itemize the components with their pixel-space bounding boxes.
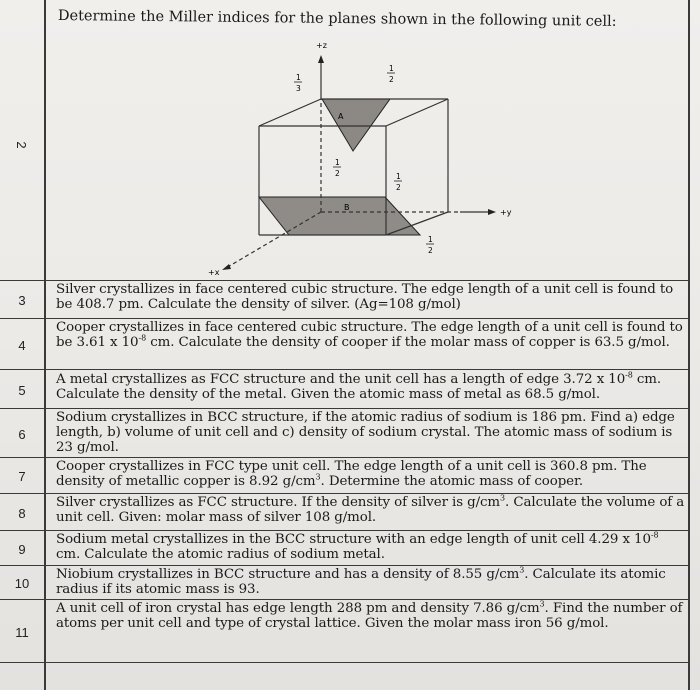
row-number: 10 — [14, 576, 30, 591]
question-5-text: A metal crystallizes as FCC structure and the unit cell has a length of edge 3.72 x $10^{-8}$ cm. Calculate the density of the metal. Given the atomic mass of metal as 68.5 g/mol. — [56, 370, 662, 402]
x-axis-arrowhead — [222, 264, 231, 270]
row-number: 3 — [18, 292, 26, 308]
plane-b — [259, 197, 420, 235]
svg-text:1: 1 — [428, 235, 433, 244]
z-axis-label: +z — [316, 41, 327, 50]
row-divider — [0, 369, 690, 370]
row-number: 6 — [18, 426, 26, 442]
plane-a — [322, 99, 390, 151]
y-axis-arrowhead — [488, 209, 496, 215]
svg-text:2: 2 — [389, 75, 394, 84]
row-number: 7 — [18, 469, 26, 484]
fraction-label — [387, 64, 395, 84]
question-8-text: Silver crystallizes as FCC structure. If the density of silver is $g/cm^3$. Calculate the volume of a unit cell. Given: molar mass of silver 108 g/mol. — [56, 493, 685, 525]
question-7-text: Cooper crystallizes in FCC type unit cell. The edge length of a unit cell is 360.8 pm. The density of metallic copper is 8.92 $g/cm^3$. Determine the atomic mass of cooper. — [56, 459, 647, 489]
row-number: 2 — [14, 141, 30, 149]
row-number: 8 — [18, 505, 26, 521]
fraction-label — [426, 235, 434, 255]
svg-text:1: 1 — [296, 73, 301, 82]
unit-cell-diagram — [0, 0, 700, 280]
z-axis-arrowhead — [318, 55, 324, 63]
x-axis-label: +x — [208, 268, 220, 277]
question-10-text: Niobium crystallizes in BCC structure and has a density of 8.55 $g/cm^3$. Calculate its atomic radius if its atomic mass is 93. — [56, 565, 666, 597]
plane-b-label: B — [344, 203, 350, 212]
row-divider — [0, 662, 690, 663]
question-9-text: Sodium metal crystallizes in the BCC structure with an edge length of unit cell 4.29 x $10^{-8}$ cm. Calculate the atomic radius of sodium metal. — [56, 530, 659, 562]
svg-text:1: 1 — [389, 64, 394, 73]
fraction-label — [333, 158, 341, 178]
svg-text:2: 2 — [396, 183, 401, 192]
row-number: 5 — [18, 382, 26, 398]
svg-text:3: 3 — [296, 84, 301, 93]
question-4-text: Cooper crystallizes in face centered cubic structure. The edge length of a unit cell is found to be 3.61 x $10^{-8}$ cm. Calculate the density of cooper if the molar mass of copper is 63.5 g/mol. — [56, 320, 683, 350]
question-3-text: Silver crystallizes in face centered cubic structure. The edge length of a unit cell is found to be 408.7 pm. Calculate the density of silver. (Ag=108 g/mol) — [56, 282, 674, 312]
svg-text:2: 2 — [335, 169, 340, 178]
question-11-text: A unit cell of iron crystal has edge length 288 pm and density 7.86 $g/cm^3$. Find the number of atoms per unit cell and type of crystal lattice. Given the molar mass iron 56 g/mol. — [56, 599, 683, 631]
svg-text:1: 1 — [396, 172, 401, 181]
plane-a-label: A — [338, 112, 344, 121]
row-number: 9 — [18, 541, 26, 557]
row-number: 11 — [15, 624, 29, 640]
y-axis-label: +y — [500, 208, 512, 217]
svg-text:2: 2 — [428, 246, 433, 255]
fraction-label — [294, 73, 302, 93]
question-6-text: Sodium crystallizes in BCC structure, if the atomic radius of sodium is 186 pm. Find a) edge length, b) volume of unit cell and c) density of sodium crystal. The atomic mass of sodium is 23 g/mol. — [56, 410, 675, 455]
fraction-label — [394, 172, 402, 192]
question-title: Determine the Miller indices for the planes shown in the following unit cell: — [57, 8, 617, 30]
row-number: 4 — [18, 337, 26, 353]
svg-text:1: 1 — [335, 158, 340, 167]
